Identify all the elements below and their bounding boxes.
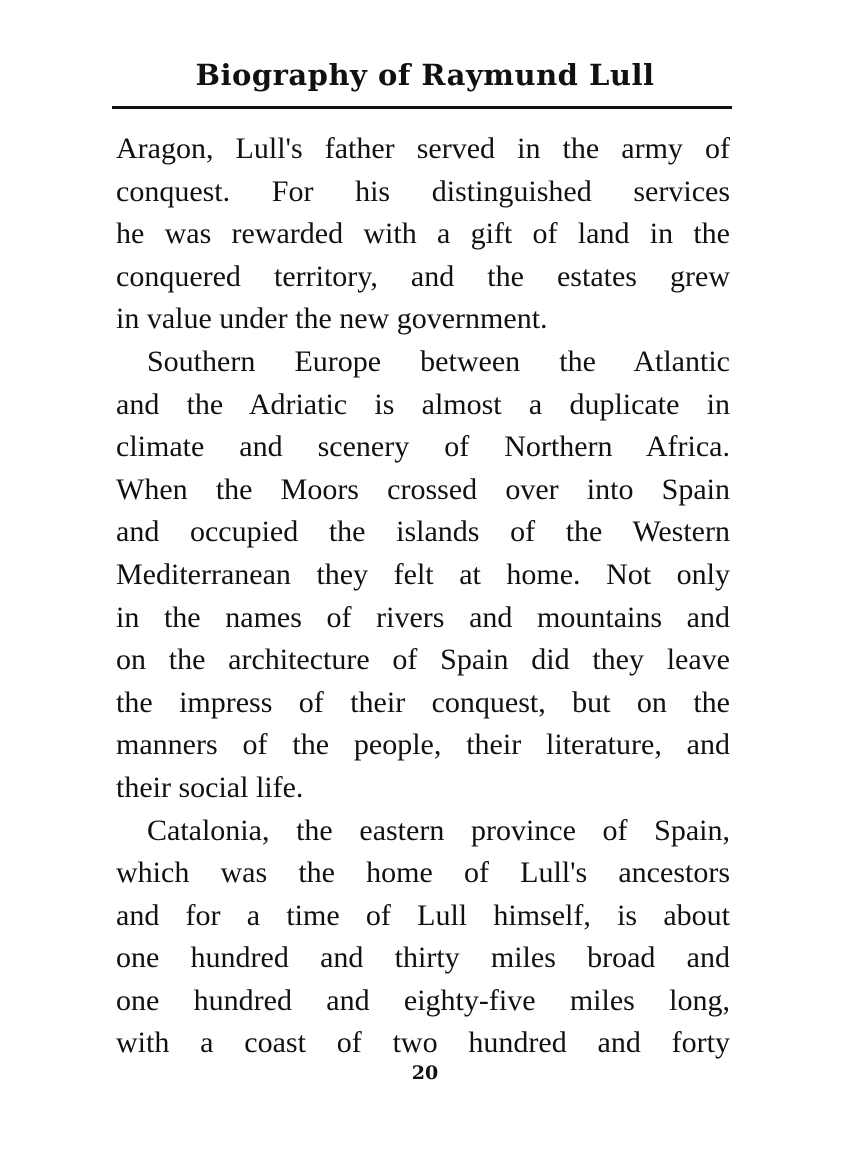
text-line: manners of the people, their literature, and [116, 728, 730, 762]
text-line: Aragon, Lull's father served in the army of [116, 132, 730, 165]
text-line: and the Adriatic is almost a duplicate in [116, 387, 730, 421]
text-line: climate and scenery of Northern Africa. [116, 430, 730, 464]
text-line: When the Moors crossed over into Spain [116, 472, 730, 506]
text-line: and for a time of Lull himself, is about [116, 898, 730, 932]
text-line: Catalonia, the eastern province of Spain, [147, 813, 730, 847]
body-text [116, 128, 730, 1065]
text-line: conquest. For his distinguished services [116, 174, 730, 208]
running-head: Biography of Raymund Lull [195, 58, 655, 92]
text-line: and occupied the islands of the Western [116, 515, 730, 549]
text-line: Mediterranean they felt at home. Not only [116, 557, 730, 591]
text-line: one hundred and thirty miles broad and [116, 941, 730, 975]
text-line: which was the home of Lull's ancestors [116, 856, 730, 890]
text-line: in value under the new government. [116, 302, 548, 336]
header-rule [112, 106, 732, 109]
text-line: the impress of their conquest, but on the [116, 685, 730, 719]
text-line: with a coast of two hundred and forty [116, 1026, 730, 1060]
text-line: in the names of rivers and mountains and [116, 600, 730, 634]
text-line: Southern Europe between the Atlantic [147, 344, 730, 378]
page-number: 20 [411, 1062, 439, 1084]
text-line: one hundred and eighty-five miles long, [116, 983, 730, 1017]
text-line: he was rewarded with a gift of land in the [116, 217, 730, 251]
text-line: their social life. [116, 770, 304, 804]
text-line: conquered territory, and the estates grew [116, 259, 730, 293]
text-line: on the architecture of Spain did they leave [116, 643, 730, 677]
